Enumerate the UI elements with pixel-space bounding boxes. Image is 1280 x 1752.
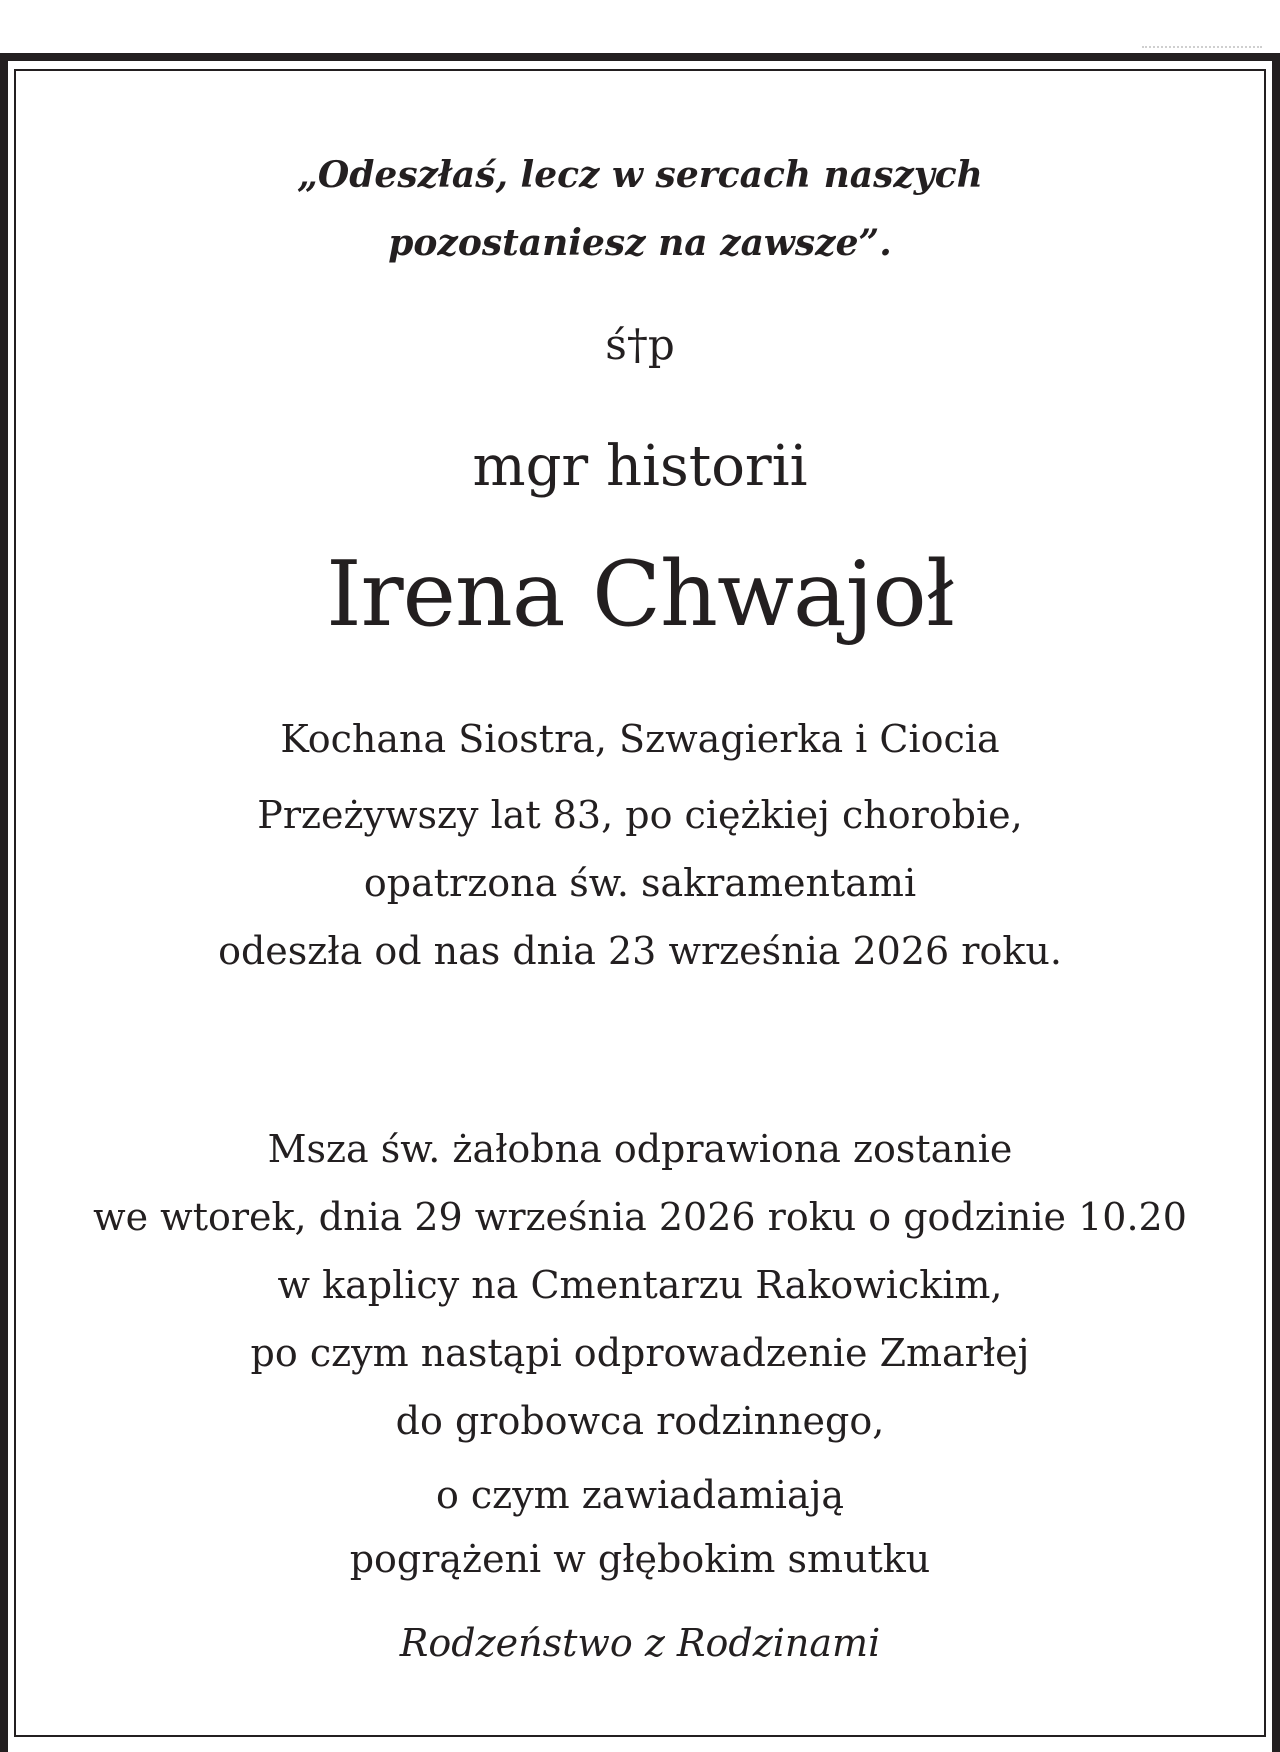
funeral-info-line: po czym nastąpi odprowadzenie Zmarłej xyxy=(250,1331,1030,1375)
funeral-info-block xyxy=(14,1115,1266,1455)
funeral-info-line: do grobowca rodzinnego, xyxy=(395,1399,885,1443)
deceased-name: Irena Chwajoł xyxy=(326,542,954,647)
death-notice-line: odeszła od nas dnia 23 września 2026 roku. xyxy=(218,929,1062,973)
motto-line: „Odeszłaś, lecz w sercach naszych xyxy=(297,154,983,196)
funeral-info-line: Msza św. żałobna odprawiona zostanie xyxy=(267,1127,1013,1171)
death-notice-line: Przeżywszy lat 83, po ciężkiej chorobie, xyxy=(257,793,1023,837)
motto-quote xyxy=(14,141,1266,277)
death-notice-line: opatrzona św. sakramentami xyxy=(363,861,917,905)
family-relation: Kochana Siostra, Szwagierka i Ciocia xyxy=(280,717,1000,761)
motto-line: pozostaniesz na zawsze”. xyxy=(388,222,892,264)
prefix-stp: ś†p xyxy=(605,320,675,369)
signature: Rodzeństwo z Rodzinami xyxy=(399,1621,881,1665)
closing-line: o czym zawiadamiają xyxy=(435,1473,845,1517)
death-notice-block xyxy=(14,781,1266,985)
closing-line: pogrążeni w głębokim smutku xyxy=(349,1537,931,1581)
corner-dash-mark xyxy=(1142,46,1262,48)
closing-block xyxy=(14,1463,1266,1591)
funeral-info-line: we wtorek, dnia 29 września 2026 roku o godzinie 10.20 xyxy=(93,1195,1187,1239)
funeral-info-line: w kaplicy na Cmentarzu Rakowickim, xyxy=(277,1263,1003,1307)
academic-degree: mgr historii xyxy=(472,434,808,499)
